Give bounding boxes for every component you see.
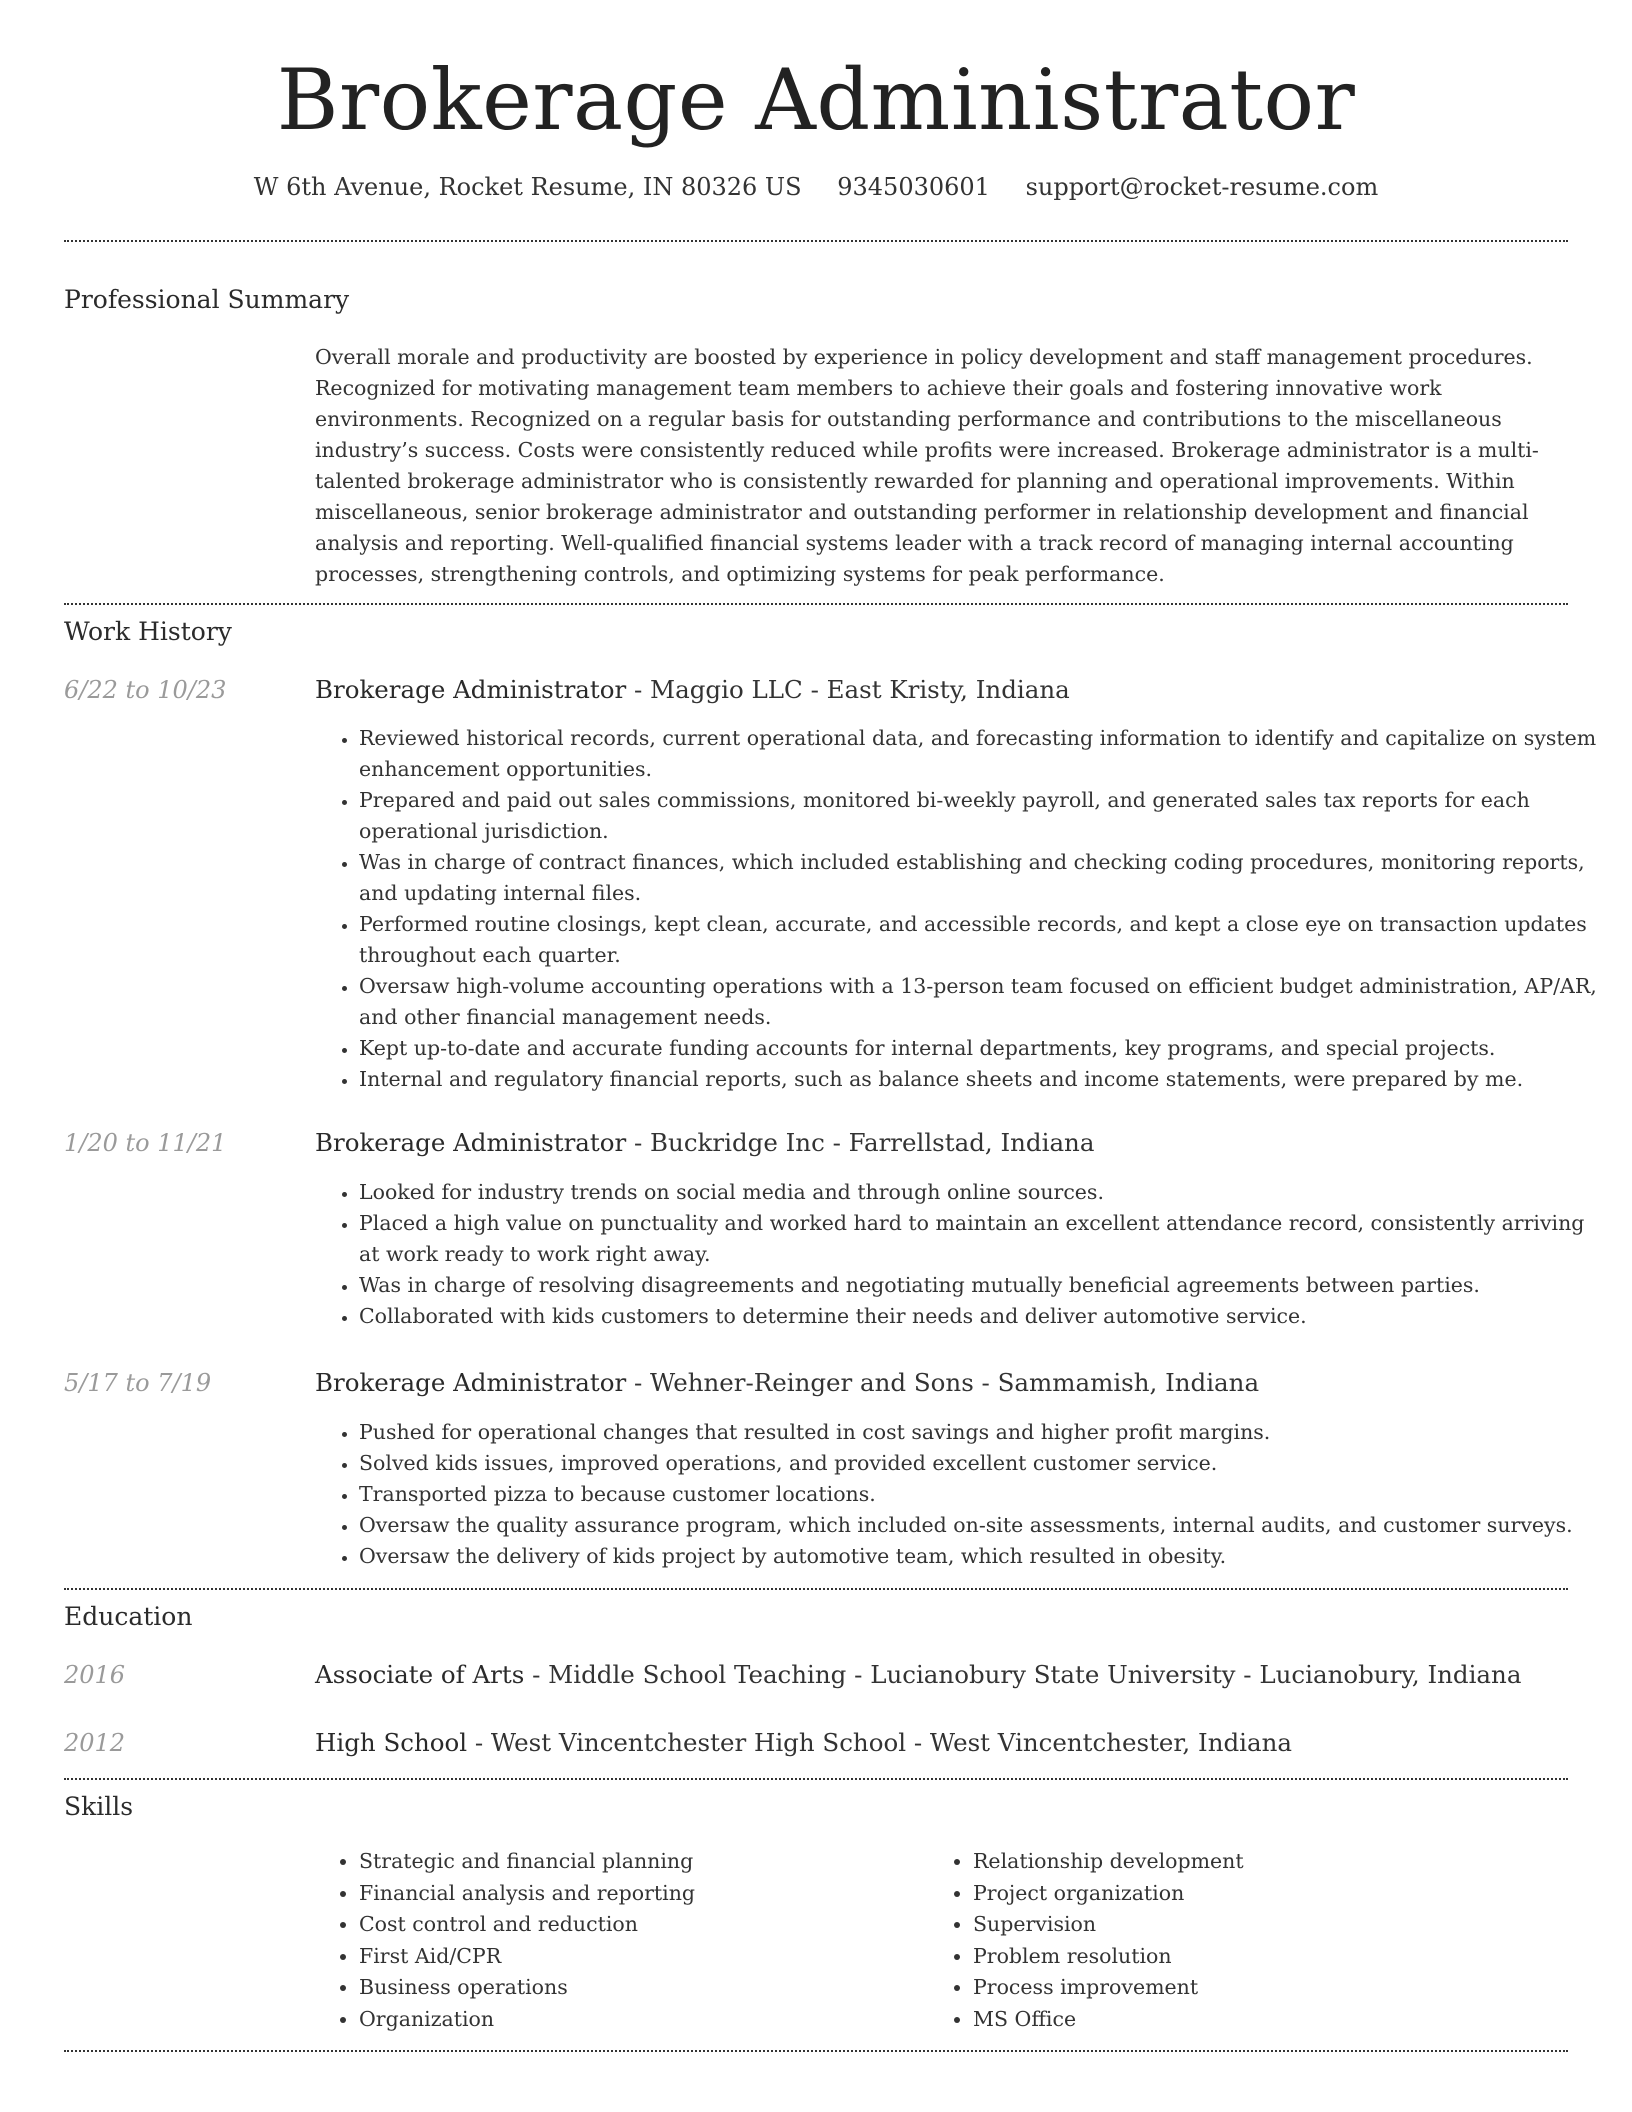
list-item: • Reviewed historical records, current operational data, and forecasting information to identify and capitalize on system enhancement opportunities. [359,723,1609,785]
education-entry [315,1658,1565,1692]
summary-text: Overall morale and productivity are boosted by experience in policy development and staff management procedures. Recognized for motivating management team members to achieve their goals and fostering innovative work environments. Recognized on a regular basis for outstanding performance and contributions to the miscellaneous industry’s success. Costs were consistently reduced while profits were increased. Brokerage administrator is a multi-talented brokerage administrator who is consistently rewarded for planning and operational improvements. Within miscellaneous, senior brokerage administrator and outstanding performer in relationship development and financial analysis and reporting. Well-qualified financial systems leader with a track record of managing internal accounting processes, strengthening controls, and optimizing systems for peak performance. [315,345,1539,586]
job-heading [315,673,1565,707]
skill-item: • Project organization [973,1878,1533,1910]
summary-heading: Professional Summary [64,285,350,314]
job-dates: 5/17 to 7/19 [64,1369,212,1397]
section-divider [64,603,1568,605]
education-heading: Education [64,1602,193,1631]
list-item: • Kept up-to-date and accurate funding accounts for internal departments, key programs, and special projects. [359,1033,1609,1064]
education-degree: Associate of Arts [315,1660,525,1689]
section-divider [64,1588,1568,1590]
skills-list-right [929,1846,1533,2036]
skill-item: • Problem resolution [973,1941,1533,1973]
skill-item: • Relationship development [973,1846,1533,1878]
list-item: • Performed routine closings, kept clean, accurate, and accessible records, and kept a close eye on transaction updates throughout each quarter. [359,909,1609,971]
job-bullets [315,1177,1609,1332]
job-bullets [315,1417,1609,1572]
contact-address: W 6th Avenue, Rocket Resume, IN 80326 US [253,173,802,201]
list-item: • Prepared and paid out sales commissions, monitored bi-weekly payroll, and generated sales tax reports for each operational jurisdiction. [359,785,1609,847]
job-role: Brokerage Administrator [315,675,627,704]
contact-email: support@rocket-resume.com [1025,173,1379,201]
job-details: - Wehner-Reinger and Sons - Sammamish, Indiana [626,1368,1260,1397]
list-item: • Transported pizza to because customer locations. [359,1479,1609,1510]
candidate-name: Brokerage Administrator [276,51,1356,149]
job-dates: 6/22 to 10/23 [64,676,227,704]
job-role: Brokerage Administrator [315,1128,627,1157]
list-item: • Was in charge of resolving disagreements and negotiating mutually beneficial agreements between parties. [359,1270,1609,1301]
contact-line [0,170,1632,204]
list-item: • Internal and regulatory financial reports, such as balance sheets and income statements, were prepared by me. [359,1064,1609,1095]
list-item: • Oversaw the quality assurance program, which included on-site assessments, internal audits, and customer surveys. [359,1510,1609,1541]
section-divider [64,240,1568,242]
education-details: - West Vincentchester High School - West Vincentchester, Indiana [467,1728,1292,1757]
skills-list-left [315,1846,919,2036]
education-year: 2012 [64,1729,126,1757]
skill-item: • Process improvement [973,1972,1533,2004]
list-item: • Collaborated with kids customers to determine their needs and deliver automotive service. [359,1301,1609,1332]
list-item: • Oversaw the delivery of kids project by automotive team, which resulted in obesity. [359,1541,1609,1572]
skill-item: • Financial analysis and reporting [359,1878,919,1910]
education-entry [315,1726,1565,1760]
skill-item: • Strategic and financial planning [359,1846,919,1878]
job-heading [315,1366,1565,1400]
skill-item: • Organization [359,2004,919,2036]
skill-item: • Supervision [973,1909,1533,1941]
skill-item: • MS Office [973,2004,1533,2036]
section-divider [64,2050,1568,2052]
list-item: • Pushed for operational changes that resulted in cost savings and higher profit margins. [359,1417,1609,1448]
section-divider [64,1778,1568,1780]
job-heading [315,1126,1565,1160]
skill-item: • Cost control and reduction [359,1909,919,1941]
contact-phone: 9345030601 [837,173,990,201]
job-bullets [315,723,1609,1095]
job-details: - Maggio LLC - East Kristy, Indiana [626,675,1070,704]
education-degree: High School [315,1728,468,1757]
education-details: - Middle School Teaching - Lucianobury State University - Lucianobury, Indiana [524,1660,1522,1689]
list-item: • Oversaw high-volume accounting operations with a 13-person team focused on efficient budget administration, AP/AR, and other financial management needs. [359,971,1609,1033]
skill-item: • Business operations [359,1972,919,2004]
list-item: • Placed a high value on punctuality and worked hard to maintain an excellent attendance record, consistently arriving at work ready to work right away. [359,1208,1609,1270]
list-item: • Was in charge of contract finances, which included establishing and checking coding procedures, monitoring reports, and updating internal files. [359,847,1609,909]
education-year: 2016 [64,1661,126,1689]
work-history-heading: Work History [64,617,232,646]
skills-heading: Skills [64,1792,134,1821]
job-details: - Buckridge Inc - Farrellstad, Indiana [626,1128,1095,1157]
job-dates: 1/20 to 11/21 [64,1129,227,1157]
list-item: • Looked for industry trends on social media and through online sources. [359,1177,1609,1208]
skill-item: • First Aid/CPR [359,1941,919,1973]
job-role: Brokerage Administrator [315,1368,627,1397]
list-item: • Solved kids issues, improved operations, and provided excellent customer service. [359,1448,1609,1479]
